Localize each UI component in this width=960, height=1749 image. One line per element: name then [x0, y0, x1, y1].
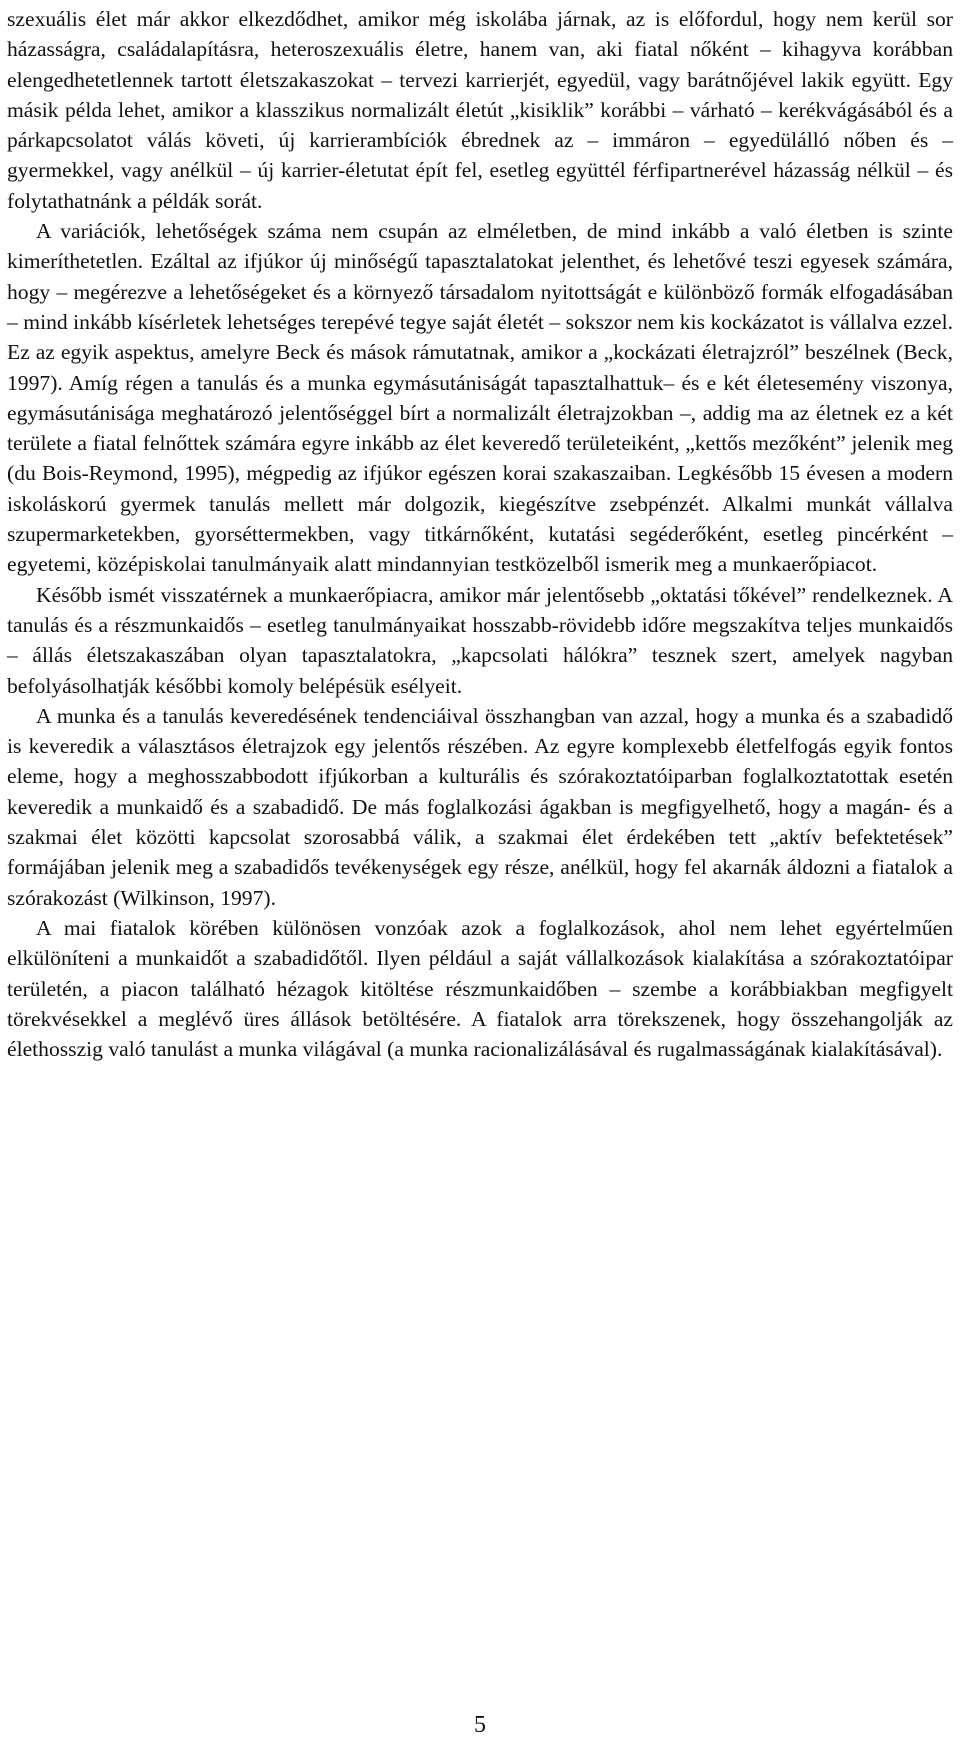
- paragraph-2: A variációk, lehetőségek száma nem csupán az elméletben, de mind inkább a való életben is szinte kimeríthetetlen. Ezáltal az ifjúkor új minőségű tapasztalatokat jelenthet, és lehetővé teszi egyesek számára, hogy – megérezve a lehetőségeket és a környező társadalom nyitottságát e különböző formák elfogadásában – mind inkább kísérletek lehetséges terepévé tegye saját életét – sokszor nem kis kockázatot is vállalva ezzel. Ez az egyik aspektus, amelyre Beck és mások rámutatnak, amikor a „kockázati életrajzról” beszélnek (Beck, 1997). Amíg régen a tanulás és a munka egymásutániságát tapasztalhattuk– és e két életesemény viszonya, egymásutánisága meghatározó jelentőséggel bírt a normalizált életrajzokban –, addig ma az életnek ez a két területe a fiatal felnőttek számára egyre inkább az élet keveredő területeiként, „kettős mezőként” jelenik meg (du Bois-Reymond, 1995), mégpedig az ifjúkor egészen korai szakaszaiban. Legkésőbb 15 évesen a modern iskoláskorú gyermek tanulás mellett már dolgozik, kiegészítve zsebpénzét. Alkalmi munkát vállalva szupermarketekben, gyorséttermekben, vagy titkárnőként, kutatási segéderőként, esetleg pincérként – egyetemi, középiskolai tanulmányaik alatt mindannyian testközelből ismerik meg a munkaerőpiacot.: [7, 219, 953, 577]
- paragraph-4: A munka és a tanulás keveredésének tendenciáival összhangban van azzal, hogy a munka és a szabadidő is keveredik a választásos életrajzok egy jelentős részében. Az egyre komplexebb életfelfogás egyik fontos eleme, hogy a meghosszabbodott ifjúkorban a kulturális és szórakoztatóiparban foglalkoztatottak esetén keveredik a munkaidő és a szabadidő. De más foglalkozási ágakban is megfigyelhető, hogy a magán- és a szakmai élet közötti kapcsolat szorosabbá válik, a szakmai élet érdekében tett „aktív befektetések” formájában jelenik meg a szabadidős tevékenységek egy része, anélkül, hogy fel akarnák áldozni a fiatalok a szórakozást (Wilkinson, 1997).: [7, 703, 953, 910]
- paragraph-5: A mai fiatalok körében különösen vonzóak azok a foglalkozások, ahol nem lehet egyértelműen elkülöníteni a munkaidőt a szabadidőtől. Ilyen például a saját vállalkozások kialakítása a szórakoztatóipar területén, a piacon található hézagok kitöltése részmunkaidőben – szembe a korábbiakban megfigyelt törekvésekkel a meglévő üres állások betöltésére. A fiatalok arra törekszenek, hogy összehangolják az élethosszig való tanulást a munka világával (a munka racionalizálásával és rugalmasságának kialakításával).: [7, 915, 953, 1062]
- paragraph-1: szexuális élet már akkor elkezdődhet, amikor még iskolába járnak, az is előfordul, hogy nem kerül sor házasságra, családalapításra, heteroszexuális életre, hanem van, aki fiatal nőként – kihagyva korábban elengedhetetlennek tartott életszakaszokat – tervezi karrierjét, egyedül, vagy barátnőjével lakik együtt. Egy másik példa lehet, amikor a klasszikus normalizált életút „kisiklik” korábbi – várható – kerékvágásából és a párkapcsolatot válás követi, új karrierambíciók ébrednek az – immáron – egyedülálló nőben és – gyermekkel, vagy anélkül – új karrier-életutat épít fel, esetleg együttél férfipartnerével házasság nélkül – és folytathatnánk a példák sorát.: [7, 7, 953, 213]
- page-number: 5: [474, 1712, 486, 1738]
- document-page: [7, 4, 953, 1064]
- paragraph-3: Később ismét visszatérnek a munkaerőpiacra, amikor már jelentősebb „oktatási tőkével” rendelkeznek. A tanulás és a részmunkaidős – esetleg tanulmányaikat hosszabb-rövidebb időre megszakítva teljes munkaidős – állás életszakaszában olyan tapasztalatokra, „kapcsolati hálókra” tesznek szert, amelyek nagyban befolyásolhatják későbbi komoly belépésük esélyeit.: [7, 582, 953, 698]
